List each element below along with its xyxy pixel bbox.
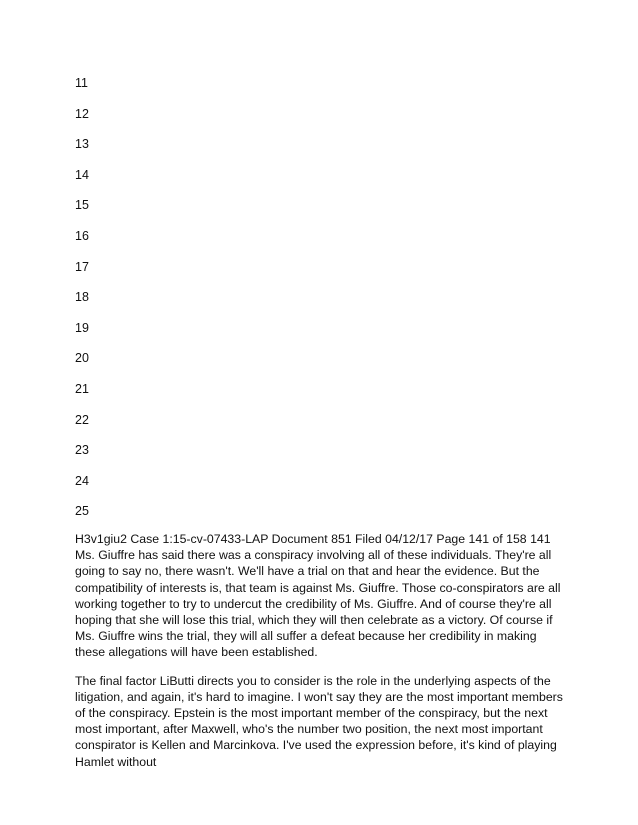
- transcript-paragraph: H3v1giu2 Case 1:15-cv-07433-LAP Document 851 Filed 04/12/17 Page 141 of 158 141 Ms. Giuffre has said there was a conspiracy involving all of these individuals. They're all going to say no, there wasn't. We'll have a trial on that and hear the evidence. But the compatibility of interests is, that team is against Ms. Giuffre. Those co-conspirators are all working together to try to undercut the credibility of Ms. Giuffre. And of course they're all hoping that she will lose this trial, which they will then celebrate as a victory. Of course if Ms. Giuffre wins the trial, they will all suffer a defeat because her credibility in making these allegations will have been established.: [75, 532, 561, 660]
- line-number: 24: [75, 473, 89, 488]
- transcript-body: [75, 531, 567, 782]
- line-number: 25: [75, 504, 89, 519]
- line-number: 14: [75, 167, 89, 182]
- line-number: 15: [75, 198, 89, 213]
- transcript-paragraph: The final factor LiButti directs you to consider is the role in the underlying aspects of the litigation, and again, it's hard to imagine. I won't say they are the most important members of the conspiracy. Epstein is the most important member of the conspiracy, but the next most important, after Maxwell, who's the number two position, the next most important conspirator is Kellen and Marcinkova. I've used the expression before, it's kind of playing Hamlet without: [75, 673, 563, 769]
- line-number: 20: [75, 351, 89, 366]
- line-number: 13: [75, 137, 89, 152]
- line-number: 19: [75, 320, 89, 335]
- line-number: 18: [75, 290, 89, 305]
- line-number: 16: [75, 228, 89, 243]
- line-number: 23: [75, 443, 89, 458]
- line-number: 11: [75, 76, 88, 90]
- line-number: 21: [75, 381, 89, 396]
- line-number: 22: [75, 412, 89, 427]
- line-number: 17: [75, 259, 89, 274]
- line-number-column: [75, 74, 89, 533]
- line-number: 12: [75, 106, 89, 121]
